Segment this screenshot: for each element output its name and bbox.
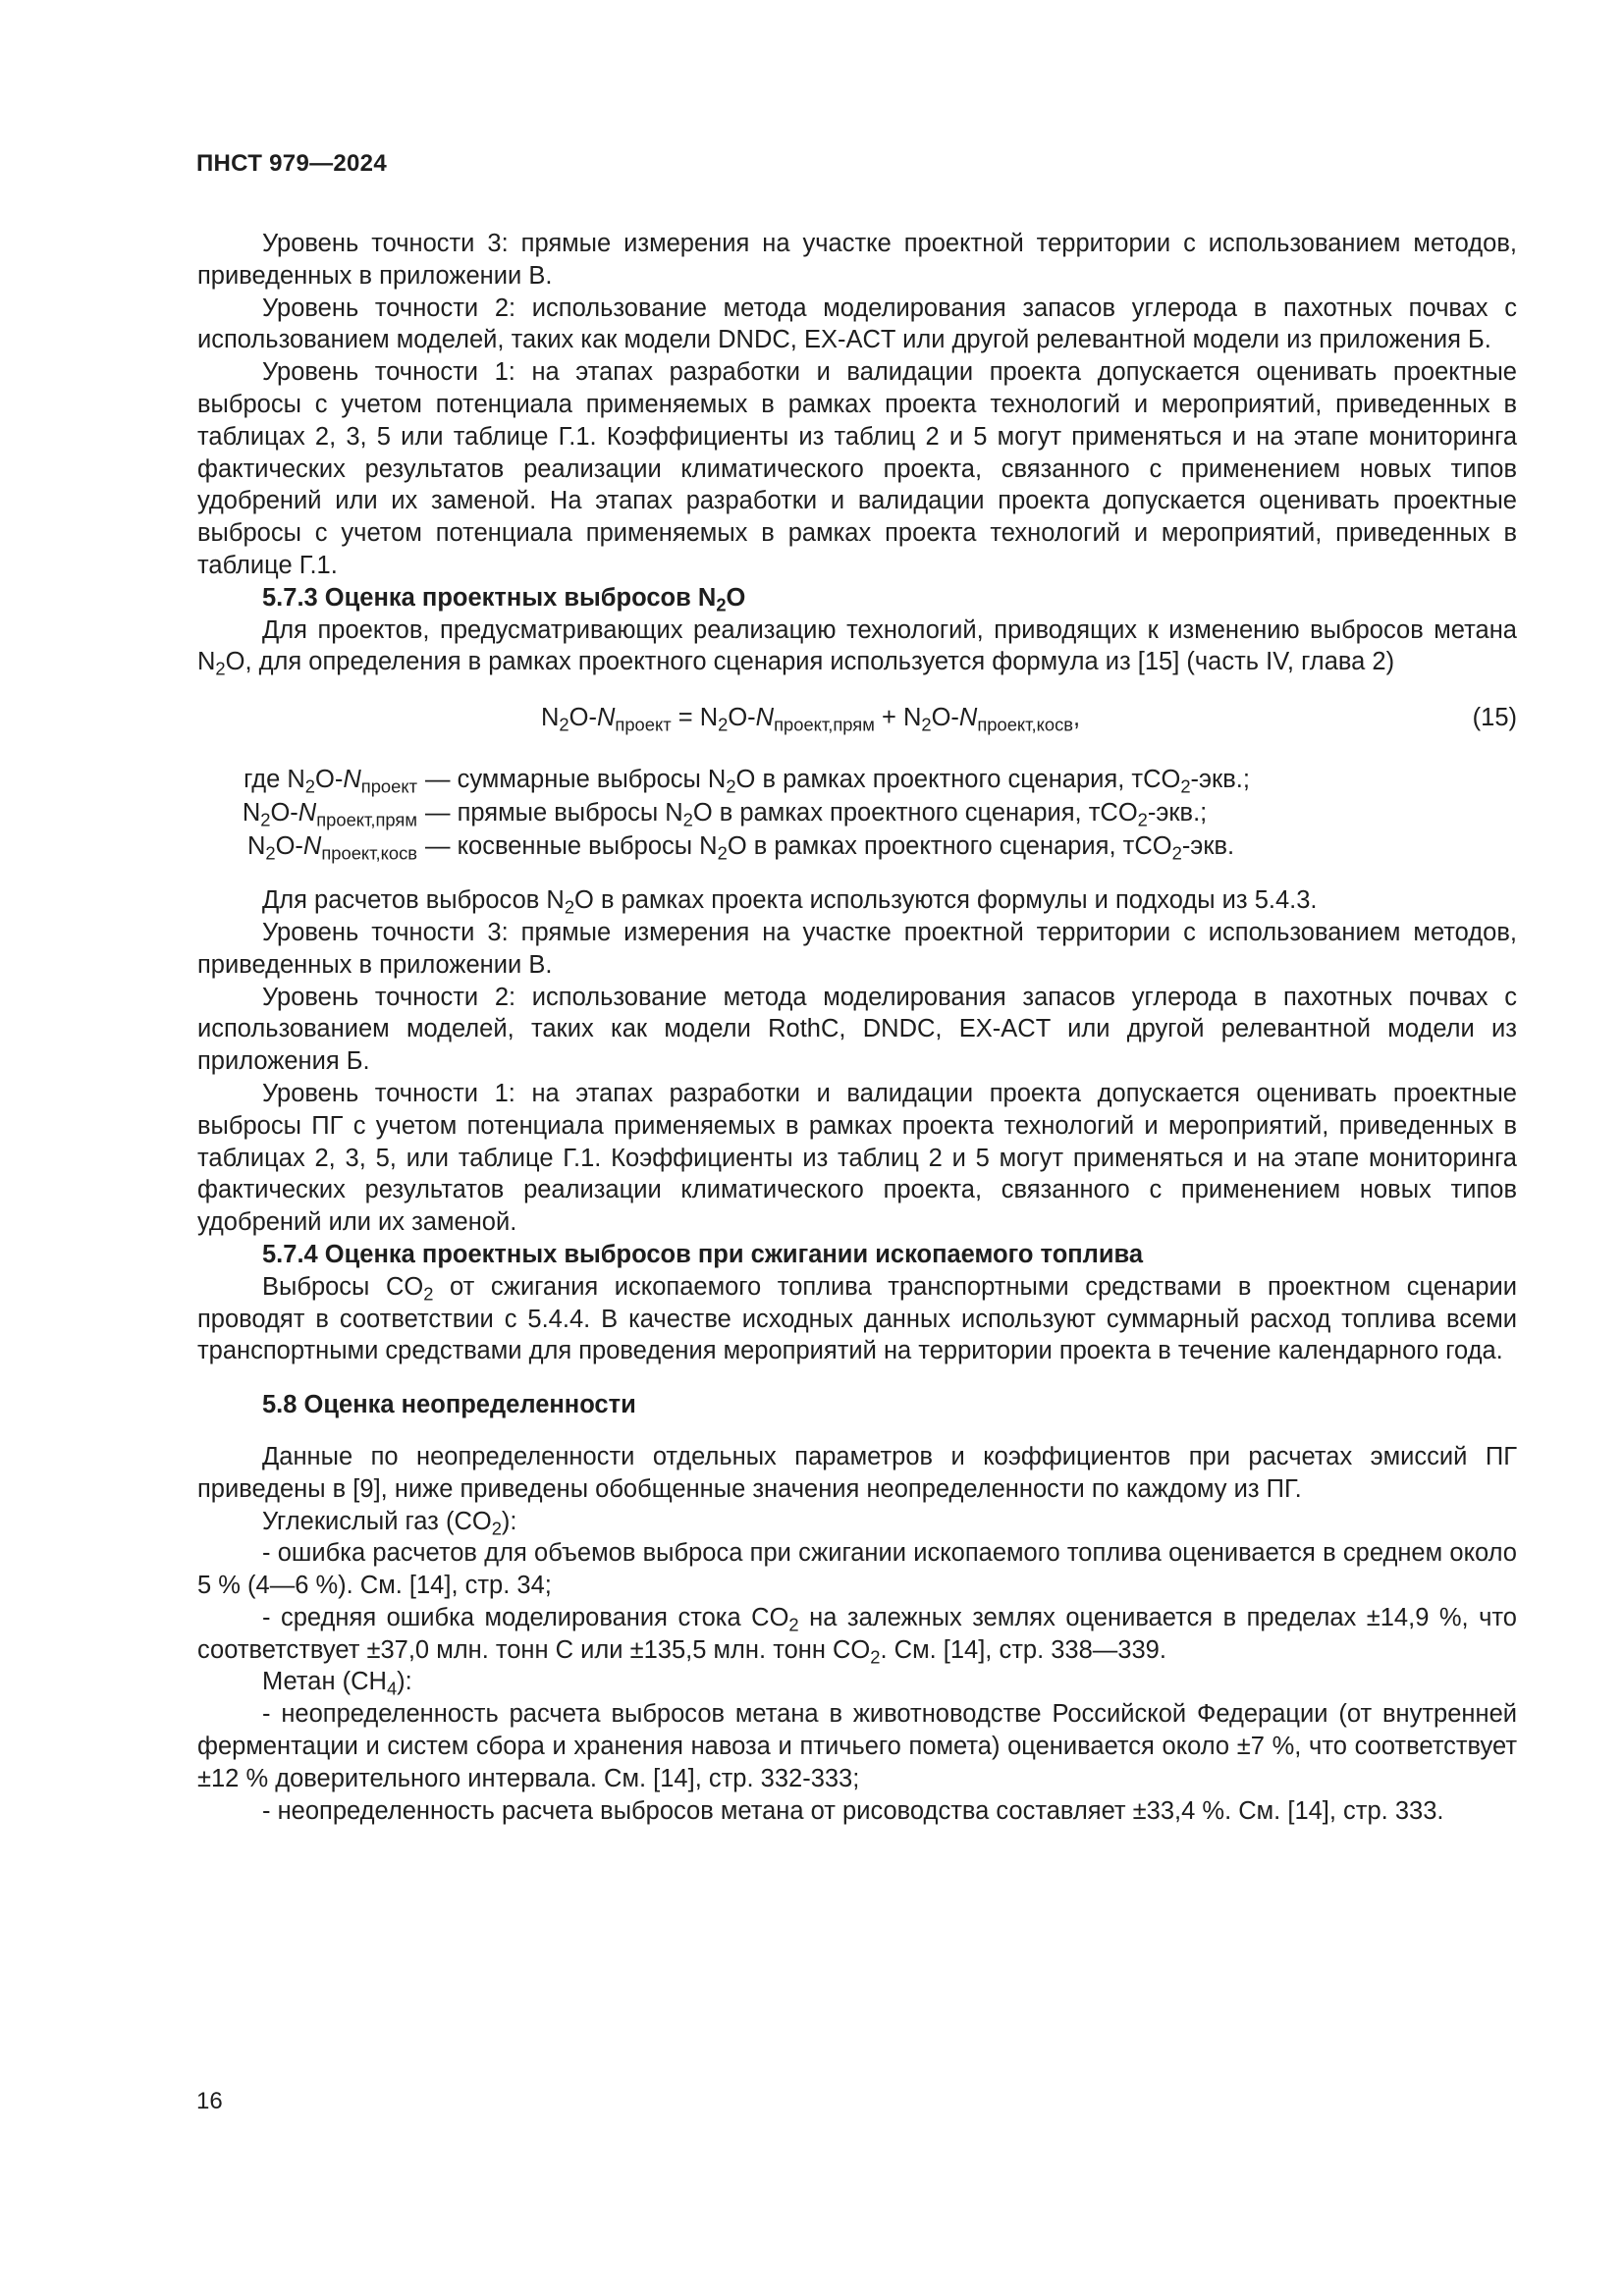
- paragraph-uncertainty-intro: Данные по неопределенности отдельных параметров и коэффициентов при расчетах эмиссий ПГ приведены в [9], ниже приведены обобщенные значения неопределенности по каждому из ПГ.: [197, 1442, 1517, 1503]
- list-item-livestock-uncertainty: - неопределенность расчета выбросов метана в животноводстве Российской Федерации (от внутренней ферментации и систем сбора и хранения навоза и птичьего помета) оценивается около ±7 %, что соответствует ±12 % доверительного интервала. См. [14], стр. 332-333;: [197, 1700, 1517, 1792]
- paragraph-n2o-intro: Для проектов, предусматривающих реализацию технологий, приводящих к изменению выбросов метана $N_2O$, для определения в рамках проектного сценария используется формула из [15] (часть IV, глава 2): [197, 615, 1517, 679]
- list-item-modeling-error: - средняя ошибка моделирования стока $CO_2$ на залежных землях оценивается в пределах ±14,9 %, что соответствует ±37,0 млн. тонн С или ±135,5 млн. тонн $CO_2$. См. [14], стр. 338—339.: [197, 1603, 1517, 1668]
- formula-legend: [189, 763, 1517, 863]
- section-heading-5-8: 5.8 Оценка неопределенности: [262, 1391, 636, 1419]
- legend-term-indirect: $N_2O-N_{проект,косв}$: [246, 832, 417, 864]
- paragraph-accuracy-level-1: Уровень точности 1: на этапах разработки и валидации проекта допускается оценивать проектные выбросы с учетом потенциала применяемых в рамках проекта технологий и мероприятий, приведенных в таблицах 2, 3, 5 или таблице Г.1. Коэффициенты из таблиц 2 и 5 могут применяться и на этапе мониторинга фактических результатов реализации климатического проекта, связанного с применением новых типов удобрений или их заменой. На этапах разработки и валидации проекта допускается оценивать проектные выбросы с учетом потенциала применяемых в рамках проекта технологий и мероприятий, приведенных в таблице Г.1.: [197, 358, 1517, 579]
- legend-term-total: где $N_2O-N_{проект}$: [244, 766, 417, 797]
- list-item-fuel-error: - ошибка расчетов для объемов выброса при сжигании ископаемого топлива оценивается в среднем около 5 % (4—6 %). См. [14], стр. 34;: [197, 1539, 1517, 1600]
- paragraph-n2o-accuracy-2: Уровень точности 2: использование метода моделирования запасов углерода в пахотных почвах с использованием моделей, таких как модели RothC, DNDC, EX-ACT или другой релевантной модели из приложения Б.: [197, 983, 1517, 1076]
- paragraph-n2o-accuracy-1: Уровень точности 1: на этапах разработки и валидации проекта допускается оценивать проектные выбросы ПГ с учетом потенциала применяемых в рамках проекта технологий и мероприятий, приведенных в таблицах 2, 3, 5, или таблице Г.1. Коэффициенты из таблиц 2 и 5 могут применяться и на этапе мониторинга фактических результатов реализации климатического проекта, связанного с применением новых типов удобрений или их заменой.: [197, 1079, 1517, 1237]
- section-heading-5-7-4: 5.7.4 Оценка проектных выбросов при сжигании ископаемого топлива: [262, 1240, 1144, 1268]
- section-heading-5-7-3: 5.7.3 Оценка проектных выбросов $N_2O$: [262, 583, 746, 615]
- document-id-header: ПНСТ 979—2024: [196, 150, 387, 177]
- paragraph-n2o-formulas: Для расчетов выбросов $N_2O$ в рамках проекта используются формулы и подходы из 5.4.3.: [262, 886, 1318, 918]
- paragraph-accuracy-level-3: Уровень точности 3: прямые измерения на участке проектной территории с использованием методов, приведенных в приложении В.: [197, 230, 1517, 290]
- paragraph-co2-label: Углекислый газ $(CO_2)$:: [262, 1507, 517, 1538]
- formula-expression: $N_2O-N_{проект} = N_2O-N_{проект,прям} + N_2O-N_{проект,косв}$,: [541, 704, 1081, 735]
- paragraph-n2o-accuracy-3: Уровень точности 3: прямые измерения на участке проектной территории с использованием методов, приведенных в приложении В.: [197, 918, 1517, 979]
- page-number: 16: [196, 2088, 223, 2114]
- formula-number: (15): [1472, 704, 1517, 732]
- paragraph-ch4-label: Метан $(CH_4)$:: [262, 1668, 412, 1699]
- formula-15: [197, 678, 1517, 763]
- legend-desc-indirect: — косвенные выбросы $N_2O$ в рамках проектного сценария, тCO$_2$-экв.: [425, 832, 1235, 864]
- legend-term-direct: $N_2O-N_{проект,прям}$: [242, 799, 417, 830]
- list-item-rice-uncertainty: - неопределенность расчета выбросов метана от рисоводства составляет ±33,4 %. См. [14], стр. 333.: [262, 1796, 1444, 1825]
- legend-desc-direct: — прямые выбросы $N_2O$ в рамках проектного сценария, тCO$_2$-экв.;: [425, 799, 1208, 830]
- paragraph-accuracy-level-2: Уровень точности 2: использование метода моделирования запасов углерода в пахотных почвах с использованием моделей, таких как модели DNDC, EX-ACT или другой релевантной модели из приложения Б.: [197, 294, 1517, 354]
- legend-desc-total: — суммарные выбросы $N_2O$ в рамках проектного сценария, тCO$_2$-экв.;: [425, 766, 1250, 797]
- paragraph-fossil-fuel: Выбросы $CO_2$ от сжигания ископаемого топлива транспортными средствами в проектном сценарии проводят в соответствии с 5.4.4. В качестве исходных данных используют суммарный расход топлива всеми транспортными средствами для проведения мероприятий на территории проекта в течение календарного года.: [197, 1272, 1517, 1365]
- page-body: [197, 228, 1517, 1827]
